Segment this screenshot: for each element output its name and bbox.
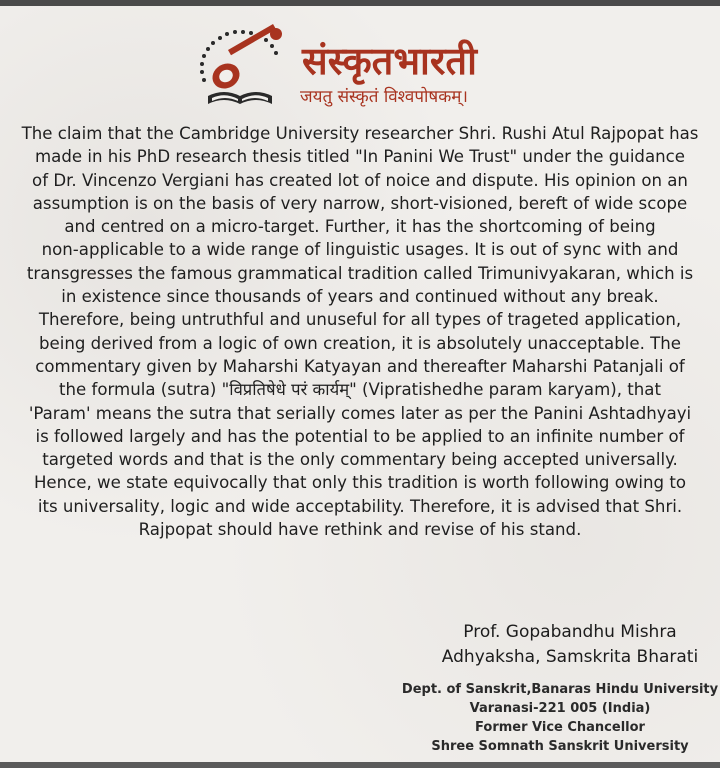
statement-line: made in his PhD research thesis titled "In Panini We Trust" under the guidance [35, 147, 685, 167]
signatory-title: Adhyaksha, Samskrita Bharati [441, 647, 699, 667]
statement-line: Therefore, being untruthful and unuseful for all types of trageted application, [38, 310, 682, 330]
bottom-border [0, 762, 720, 768]
statement-line: in existence since thousands of years and continued without any break. [61, 287, 659, 307]
statement-line: of Dr. Vincenzo Vergiani has created lot of noice and dispute. His opinion on an [32, 170, 688, 190]
statement-line: commentary given by Maharshi Katyayan and thereafter Maharshi Patanjali of [35, 356, 685, 376]
signatory-credentials [400, 680, 720, 756]
statement-line: non-applicable to a wide range of linguistic usages. It is out of sync with and [41, 240, 679, 260]
organization-name: संस्कृतभारती [302, 38, 477, 83]
statement-body [0, 122, 720, 541]
statement-line: its universality, logic and wide acceptability. Therefore, it is advised that Shri. [37, 496, 683, 516]
credential-line: Shree Somnath Sanskrit University [431, 739, 689, 754]
top-border [0, 0, 720, 6]
statement-line: assumption is on the basis of very narrow, short-visioned, bereft of wide scope [32, 193, 688, 213]
veena-book-emblem-icon [190, 20, 290, 116]
signatory-name: Prof. Gopabandhu Mishra [463, 622, 677, 642]
credential-line: Dept. of Sanskrit,Banaras Hindu University [401, 682, 719, 697]
statement-line: and centred on a micro-target. Further, it has the shortcoming of being [64, 217, 656, 237]
statement-line: Rajpopat should have rethink and revise of his stand. [138, 520, 582, 540]
statement-line: targeted words and that is the only commentary being accepted universally. [42, 450, 678, 470]
statement-line: is followed largely and has the potential to be applied to an infinite number of [35, 426, 685, 446]
statement-line: 'Param' means the sutra that serially comes later as per the Panini Ashtadhyayi [28, 403, 692, 423]
samskrita-bharati-logo [190, 20, 550, 116]
credential-line: Varanasi-221 005 (India) [469, 701, 651, 716]
credential-line: Former Vice Chancellor [475, 720, 645, 735]
statement-line: the formula (sutra) "विप्रतिषेधे परं कार्यम्" (Vipratishedhe param karyam), that [59, 380, 661, 400]
organization-tagline: जयतु संस्कृतं विश्वपोषकम्। [300, 87, 468, 107]
signature-block [420, 620, 720, 670]
statement-line: transgresses the famous grammatical tradition called Trimunivyakaran, which is [26, 263, 694, 283]
statement-line: being derived from a logic of own creation, it is absolutely unacceptable. The [38, 333, 681, 353]
statement-line: The claim that the Cambridge University researcher Shri. Rushi Atul Rajpopat has [21, 124, 699, 143]
statement-line: Hence, we state equivocally that only this tradition is worth following owing to [33, 473, 687, 493]
